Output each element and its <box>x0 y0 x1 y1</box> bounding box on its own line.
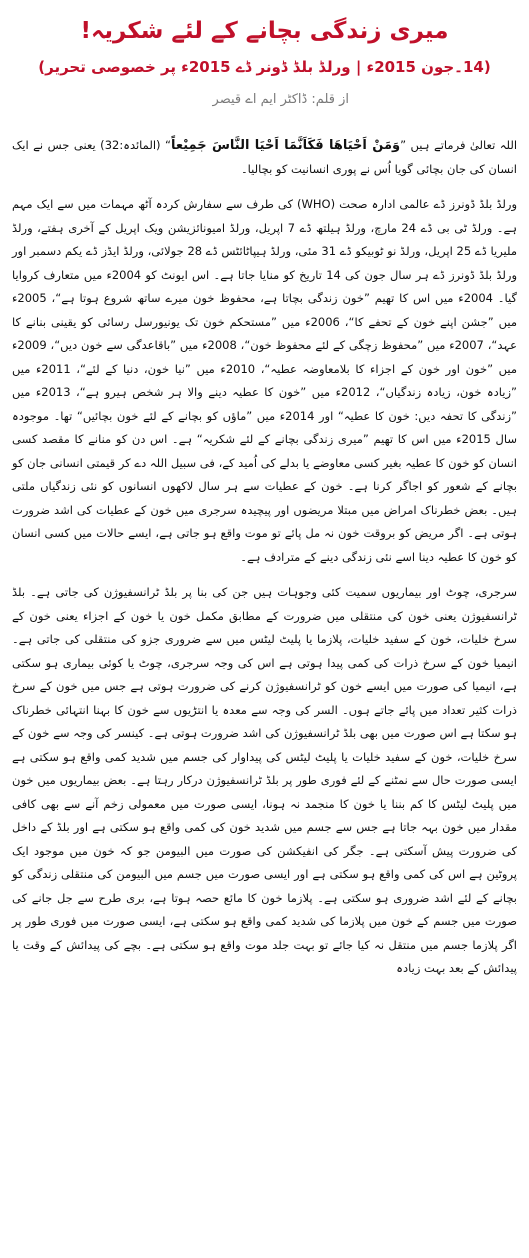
article-title: میری زندگی بچانے کے لئے شکریہ! <box>80 18 449 44</box>
paragraph-quran-verse <box>12 134 517 181</box>
verse-translation: “ (المائدہ:32) یعنی جس نے ایک انسان کی جان بچائی گویا اُس نے پوری انسانیت کو بچالیا۔ <box>12 138 517 176</box>
paragraph-blood-transfusion: سرجری، چوٹ اور بیماریوں سمیت کئی وجوہات ہیں جن کی بنا پر بلڈ ٹرانسفیوژن کی جاتی ہے۔ بلڈ ٹرانسفیوژن یعنی خون کی منتقلی میں ضرورت کے مطابق مکمل خون یا خون کے اجزاء یعنی خون کے سرخ خلیات، خون کے سفید خلیات، پلازما یا پلیٹ لیٹس میں سے ضروری جزو کی منتقلی کی جاتی ہے۔ انیمیا خون کے سرخ ذرات کی کمی پیدا ہوتی ہے اس کی وجہ سرجری، چوٹ یا کوئی بیماری ہو سکتی ہے، انیمیا کی صورت میں ایسے خون کو ٹرانسفیوژن کرنے کی ضرورت ہوتی ہے جس میں خون کے سرخ ذرات کثیر تعداد میں پائے جاتے ہوں۔ السر کی وجہ سے معدہ یا انتڑیوں سے خون کا بہنا انتہائی خطرناک ہو سکتا ہے اس صورت میں بھی بلڈ ٹرانسفیوژن کی اشد ضرورت ہوتی ہے۔ کینسر کی وجہ سے خون کے سرخ خلیات، خون کے سفید خلیات یا پلیٹ لیٹس کی پیداوار کی جسم میں شدید کمی واقع ہو سکتی ہے ایسی صورت حال سے نمٹنے کے لئے فوری طور پر بلڈ ٹرانسفیوژن درکار رہتا ہے۔ بعض بیماریوں میں خون میں پلیٹ لیٹس کا کم بننا یا خون کا منجمد نہ ہونا، ایسی صورت میں معمولی زخم آنے سے بھی کافی مقدار میں خون بہہ جاتا ہے جس سے جسم میں شدید خون کی کمی واقع ہو سکتی ہے اور بلڈ کے داخل کی ضرورت پیش آسکتی ہے۔ جگر کی انفیکشن کی صورت میں البیومن جو کہ خون میں موجود ایک پروٹین ہے اس کی کمی واقع ہو سکتی ہے اور ایسی صورت میں جسم میں البیومن کی منتقلی زندگی کو بچانے کے لئے اشد ضروری ہو سکتی ہے۔ پلازما خون کا مائع حصہ ہوتا ہے، بری طرح سے جل جانے کی صورت میں جسم کے خون میں پلازما کی شدید کمی واقع ہو سکتی ہے، ایسی صورت میں فوری طور پر اگر پلازما جسم میں منتقل نہ کیا جائے تو بہت جلد موت واقع ہو سکتی ہے۔ بچے کی پیدائش کے وقت یا پیدائش کے بعد بہت زیادہ <box>12 585 517 975</box>
paragraph-world-blood-donor-day: ورلڈ بلڈ ڈونرز ڈے عالمی ادارہ صحت (WHO) کی طرف سے سفارش کردہ آٹھ مہمات میں سے ایک مہم ہے۔ ورلڈ ٹی بی ڈے 24 مارچ، ورلڈ ہیلتھ ڈے 7 اپریل، ورلڈ امیونائزیشن ویک اپریل کے آخری ہفتے، ورلڈ ملیریا ڈے 25 اپریل، ورلڈ نو ٹوبیکو ڈے 31 مئی، ورلڈ ہیپاٹائٹس ڈے 28 جولائی، ورلڈ ایڈز ڈے یکم دسمبر اور ورلڈ بلڈ ڈونرز ڈے ہر سال جون کی 14 تاریخ کو منایا جاتا ہے۔ اس ایونٹ کو 2004ء میں متعارف کروایا گیا۔ 2004ء میں اس کا تھیم ”خون زندگی بچاتا ہے، محفوظ خون میرے ساتھ شروع ہوتا ہے“، 2005ء میں ”جشن اپنے خون کے تحفے کا“، 2006ء میں ”مستحکم خون تک یونیورسل رسائی کو یقینی بنانے کا عہد“، 2007ء میں ”محفوظ زچگی کے لئے محفوظ خون“، 2008ء میں ”باقاعدگی سے خون دیں“، 2009ء میں ”خون اور خون کے اجزاء کا بلامعاوضہ عطیہ“، 2010ء میں ”نیا خون، دنیا کے لئے“، 2011ء میں ”زیادہ خون، زیادہ زندگیاں“، 2012ء میں ”خون کا عطیہ دینے والا ہر شخص ہیرو ہے“، 2013ء میں ”زندگی کا تحفہ دیں: خون کا عطیہ“ اور 2014ء میں ”ماؤں کو بچانے کے لئے خون بچائیں“ تھا۔ موجودہ سال 2015ء میں اس کا تھیم ”میری زندگی بچانے کے لئے شکریہ“ ہے۔ اس دن کو منانے کا مقصد کسی انسان کو خون کا عطیہ بغیر کسی معاوضے یا بدلے کی اُمید کے، فی سبیل اللہ دے کر قیمتی انسانی جان کو بچانے کے شعور کو اجاگر کرنا ہے۔ خون کے عطیات سے ہر سال لاکھوں انسانوں کو نئی زندگیاں ملتی ہیں۔ بعض خطرناک امراض میں مبتلا مریضوں اور پیچیدہ سرجری میں خون کے عطیات کی اشد ضرورت ہوتی ہے۔ اگر مریض کو بروقت خون نہ مل پائے تو موت واقع ہو جاتی ہے، ایسے حالات میں کسی انسان کو خون کا عطیہ دینا اسے نئی زندگی دینے کے مترادف ہے۔ <box>12 197 518 564</box>
article-subtitle: (14۔جون 2015ء | ورلڈ بلڈ ڈونر ڈے 2015ء پر خصوصی تحریر) <box>38 58 491 76</box>
author-byline: از قلم: ڈاکٹر ایم اے قیصر <box>212 92 349 107</box>
header-spacer <box>12 110 517 134</box>
quran-verse: وَمَنْ اَحْیَاھَا فَکَاَنَّمَا اَحْیَا النَّاسَ جَمِیْعاً <box>170 138 401 153</box>
verse-intro: اللہ تعالیٰ فرماتے ہیں ” <box>400 138 518 152</box>
